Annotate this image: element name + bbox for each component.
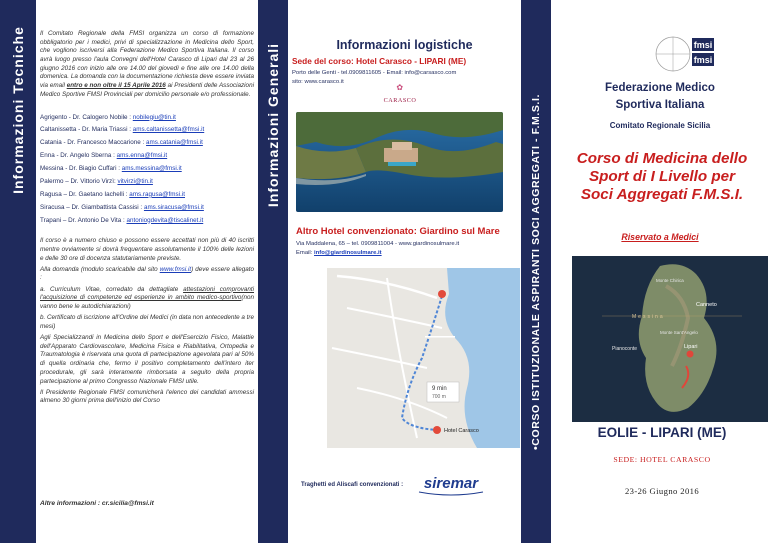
logistics-title: Informazioni logistiche (336, 38, 473, 52)
svg-text:fmsi: fmsi (693, 40, 713, 50)
condition-item-a: a. Curriculum Vitae, corredato da dettagliate attestazioni comprovanti l'acquisizione di competenze ed esperienze in ambito medico-sportivo(non vanno bene le autodichiarazioni) (40, 285, 254, 310)
regional-committee: Comitato Regionale Sicilia (609, 121, 711, 130)
contact-row: Ragusa – Dr. Gaetano Iachelli : ams.ragusa@fmsi.it (40, 190, 185, 198)
condition-paragraph: Agli Specializzandi in Medicina dello Sport e dell'Esercizio Fisico, Malattie dell'Apparato Cardiovascolare, Medicina Fisica e Riabilitativa, Ortopedia e Traumatologia è riservata una quota di partecipazione agevolata pari al 50% di quella ordinaria che, fermo il positivo completamento dell'intero iter procedurale, gli sarà interamente rimborsata a seguito della propria partecipazione al primo Congresso Nazionale FMSI utile. (40, 334, 254, 385)
admission-conditions (40, 237, 254, 406)
band-general-info (258, 0, 288, 543)
logistics-panel (292, 38, 517, 87)
alt-hotel-title: Altro Hotel convenzionato: Giardino sul Mare (296, 226, 500, 237)
ferry-label: Traghetti ed Aliscafi convenzionati : (301, 482, 404, 488)
band-technical-label: Informazioni Tecniche (10, 26, 26, 194)
svg-text:Lipari: Lipari (684, 344, 698, 350)
alt-hotel-address: Via Maddalena, 65 – tel. 0909811004 - www.giardinosulmare.it (296, 241, 460, 247)
siremar-logo (415, 468, 487, 498)
condition-paragraph: Il corso è a numero chiuso e possono essere accettati non più di 40 iscritti mentre ovviamente si dovrà frequentare assolutamente il 100% delle lezioni e delle 30 ore di docenza statutariamente previste. (40, 237, 254, 262)
flower-icon: ✿ (396, 83, 404, 92)
band-course-type (521, 0, 551, 543)
contact-row: Caltanissetta - Dr. Maria Triassi : ams.caltanissetta@fmsi.it (40, 126, 205, 134)
band-technical-info (0, 0, 36, 543)
hotel-aerial-photo (296, 112, 503, 212)
location-title: EOLIE - LIPARI (ME) (597, 425, 727, 440)
intro-paragraph: Il Comitato Regionale della FMSI organizza un corso di formazione obbligatorio per i medici, privi di specializzazione in Medicina dello Sport, che vogliono iscriversi alla Federazione Medico Sportiva Italiana. Il corso avrà luogo presso l'aula Convegni dell'Hotel Carasco di Lipari dal 23 al 26 giugno 2016 con inizio alle ore 14.00 del giovedì e fine alle ore 14.00 della domenica. La domanda con la documentazione richiesta deve essere inviata via email entro e non oltre il 15 Aprile 2016 ai Presidenti delle Associazioni Medico Sportive FMSI Provinciali per domicilio personale e/o professionale. (40, 30, 254, 98)
contact-email-link[interactable]: antoniogdevita@tiscalinet.it (126, 216, 204, 224)
alt-hotel-email-link[interactable]: info@giardinosulmare.it (314, 249, 382, 256)
course-dates: 23-26 Giugno 2016 (624, 486, 700, 496)
svg-text:Monte Chirica: Monte Chirica (656, 278, 684, 283)
walking-route-map (327, 268, 520, 448)
svg-text:siremar: siremar (423, 475, 479, 492)
map-hotel-label: Hotel Carasco (444, 428, 479, 434)
contact-email-link[interactable]: ams.ragusa@fmsi.it (129, 190, 185, 198)
contact-email-link[interactable]: ams.enna@fmsi.it (116, 152, 168, 160)
hotel-carasco-logo: ✿ CARASCO (380, 83, 420, 104)
alt-hotel-name: Giardino sul Mare (419, 226, 500, 237)
course-title: Corso di Medicina dello Sport di I Livello per Soci Aggregati F.M.S.I. (576, 150, 748, 204)
band-course-type-label: •CORSO ISTITUZIONALE ASPIRANTI SOCI AGGREGATI - F.M.S.I. (530, 93, 542, 450)
alt-hotel-contacts (296, 240, 459, 258)
condition-item-b: b. Certificato di iscrizione all'Ordine dei Medici (in data non antecedente a tre mesi) (40, 314, 255, 330)
contact-row: Catania - Dr. Francesco Maccarione : ams.catania@fmsi.it (40, 139, 203, 147)
map-walk-distance: 700 m (432, 394, 446, 400)
condition-paragraph: Alla domanda (modulo scaricabile dal sito www.fmsi.it) deve essere allegato : (40, 265, 254, 282)
contact-row: Messina - Dr. Biagio Cuffari : ams.messina@fmsi.it (40, 165, 182, 172)
course-seat: SEDE: HOTEL CARASCO (613, 455, 711, 464)
contact-email-link[interactable]: ams.messina@fmsi.it (121, 165, 182, 172)
contact-email-link[interactable]: ams.catania@fmsi.it (146, 139, 203, 147)
fmsi-logo (646, 34, 716, 76)
contact-email-link[interactable]: ams.caltanissetta@fmsi.it (132, 126, 205, 134)
venue-site[interactable]: sito: www.carasco.it (292, 78, 344, 85)
fmsi-site-link[interactable]: www.fmsi.it (159, 265, 192, 273)
more-info-text: Altre informazioni : cr.sicilia@fmsi.it (40, 500, 154, 507)
contact-email-link[interactable]: ams.siracusa@fmsi.it (143, 203, 204, 211)
venue-contacts: Porto delle Genti - tel.0909811605 - Email: info@carsasco.com (292, 70, 457, 76)
deadline-text: entro e non oltre il 15 Aprile 2016 (66, 82, 166, 90)
contact-row: Trapani – Dr. Antonio De Vita : antoniogdevita@tiscalinet.it (40, 216, 204, 224)
contact-email-link[interactable]: vitvirzi@tin.it (117, 177, 153, 185)
federation-name: Federazione Medico Sportiva Italiana (605, 82, 715, 111)
lipari-island-image (572, 256, 768, 422)
svg-text:Monte Sant'Angelo: Monte Sant'Angelo (660, 330, 698, 335)
svg-text:fmsi: fmsi (693, 55, 713, 65)
contact-email-link[interactable]: nobilegiu@tin.it (132, 113, 176, 121)
band-general-label: Informazioni Generali (265, 42, 281, 208)
svg-text:Messina: Messina (632, 314, 665, 320)
alt-hotel-email-row: Email: info@giardinosulmare.it (296, 249, 382, 256)
reserved-note: Riservato a Medici (621, 232, 699, 242)
svg-text:Pianoconte: Pianoconte (612, 346, 638, 352)
condition-paragraph: Il Presidente Regionale FMSI comunicherà l'elenco dei candidati ammessi almeno 30 giorni prima dell'inizio del Corso (40, 388, 254, 405)
contact-row: Agrigento - Dr. Calogero Nobile : nobilegiu@tin.it (40, 113, 176, 121)
venue-title: Sede del corso: Hotel Carasco - LIPARI (ME) (292, 56, 467, 66)
map-walk-time: 9 min (432, 386, 447, 392)
contact-row: Palermo – Dr. Vittorio Virzì: vitvirzi@tin.it (40, 177, 153, 185)
contact-row: Siracusa – Dr. Giambattista Cassisi : ams.siracusa@fmsi.it (40, 203, 204, 211)
contact-row: Enna - Dr. Angelo Sberna : ams.enna@fmsi.it (40, 152, 168, 160)
svg-text:Canneto: Canneto (696, 302, 717, 308)
provincial-contacts-list (40, 114, 254, 226)
technical-info-panel (40, 30, 254, 409)
